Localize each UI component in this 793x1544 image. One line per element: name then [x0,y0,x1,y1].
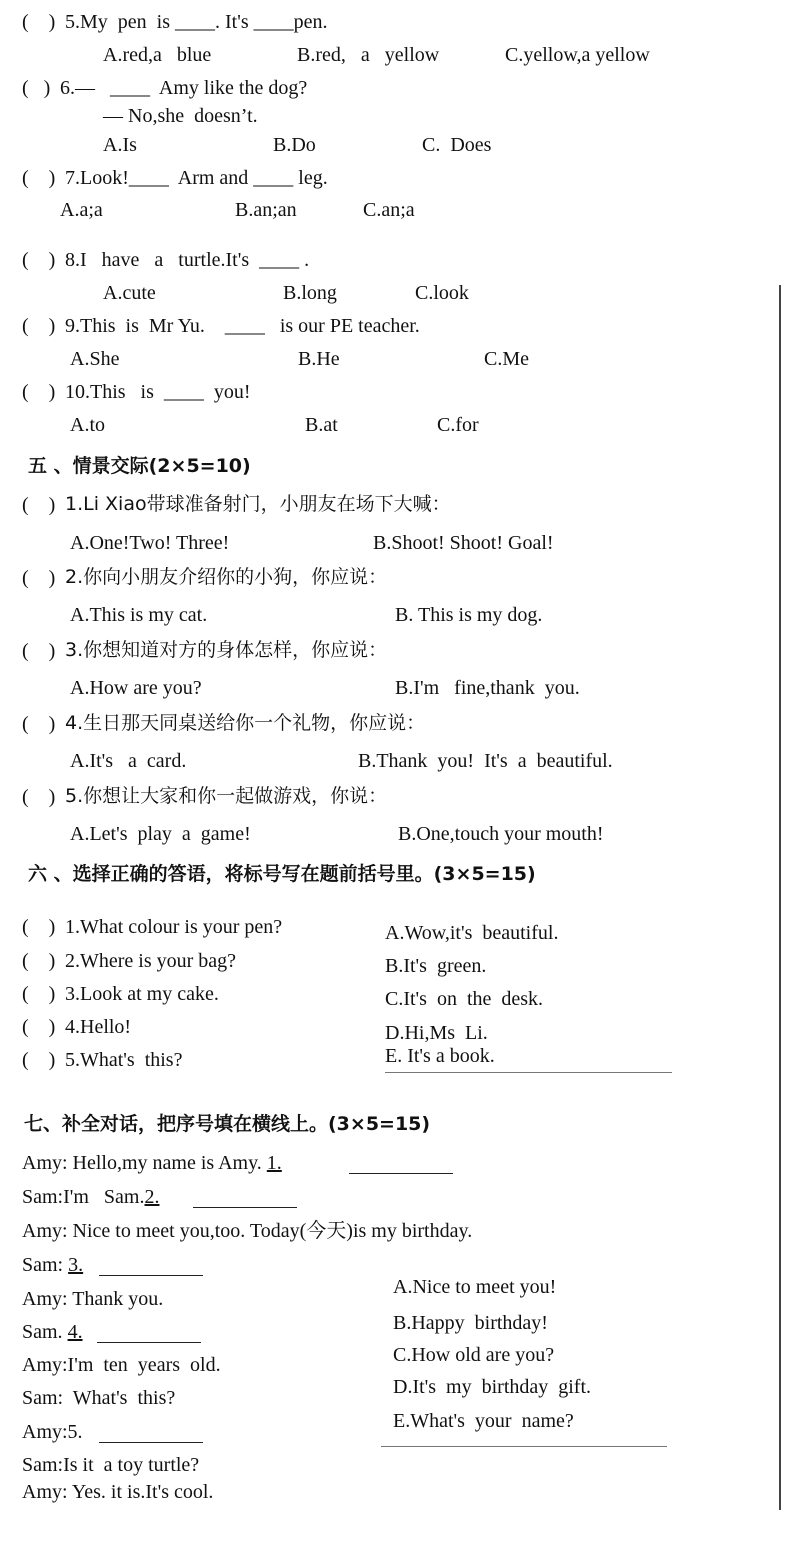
q10-option-b: B.at [305,414,338,436]
p5-q4-paren[interactable]: ( ) [22,713,56,735]
p7-options-divider [381,1446,667,1447]
page-margin-line [779,285,781,1510]
p6-answer-e: E. It's a book. [385,1045,495,1067]
p6-answer-b: B.It's green. [385,955,487,977]
dialogue-line-2 [22,1187,160,1207]
blank-2[interactable] [193,1207,297,1208]
blank-5[interactable] [99,1442,203,1443]
p5-q5-question: 5.你想让大家和你一起做游戏，你说： [65,785,388,807]
q6-option-a: A.Is [103,134,137,156]
q9-question: 9.This is Mr Yu. ____ is our PE teacher. [65,315,420,337]
p5-q3-option-a: A.How are you? [70,677,202,699]
p5-q4-option-b: B.Thank you! It's a beautiful. [358,750,613,772]
dialogue-line-6 [22,1322,83,1342]
p6-q5-question: 5.What's this? [65,1049,183,1071]
blank-3[interactable] [99,1275,203,1276]
dialogue-line-6-text: Sam. [22,1321,68,1343]
dialogue-line-11: Amy: Yes. it is.It's cool. [22,1481,214,1503]
q9-option-c: C.Me [484,348,529,370]
dialogue-line-9: Amy:5. [22,1421,83,1443]
q7-paren[interactable]: ( ) [22,167,56,189]
dialogue-line-1 [22,1153,282,1173]
p7-option-d: D.It's my birthday gift. [393,1376,592,1398]
p5-q5-option-b: B.One,touch your mouth! [398,823,604,845]
blank-3-label: 3. [68,1254,84,1276]
q6-reply: — No,she doesn’t. [103,105,258,127]
q6-option-b: B.Do [273,134,316,156]
dialogue-line-10: Sam:Is it a toy turtle? [22,1454,200,1476]
dialogue-line-2-text: Sam:I'm Sam. [22,1186,145,1208]
p6-answer-a: A.Wow,it's beautiful. [385,922,559,944]
p6-q4-question: 4.Hello! [65,1016,132,1038]
q9-paren[interactable]: ( ) [22,315,56,337]
blank-1-label: 1. [266,1152,282,1174]
q10-question: 10.This is ____ you! [65,381,251,403]
q6-option-c: C. Does [422,134,492,156]
p6-q3-question: 3.Look at my cake. [65,983,219,1005]
p5-q2-paren[interactable]: ( ) [22,567,56,589]
p6-q1-paren[interactable]: ( ) [22,916,56,938]
dialogue-line-1-text: Amy: Hello,my name is Amy. [22,1152,267,1174]
p5-q2-option-a: A.This is my cat. [70,604,208,626]
p6-q5-paren[interactable]: ( ) [22,1049,56,1071]
p6-answer-d: D.Hi,Ms Li. [385,1022,488,1044]
p7-option-a: A.Nice to meet you! [393,1276,557,1298]
p6-q2-paren[interactable]: ( ) [22,950,56,972]
p6-answer-c: C.It's on the desk. [385,988,544,1010]
p6-q3-paren[interactable]: ( ) [22,983,56,1005]
dialogue-line-4-text: Sam: [22,1254,69,1276]
p6-q2-question: 2.Where is your bag? [65,950,237,972]
q8-paren[interactable]: ( ) [22,249,56,271]
p5-q4-question: 4.生日那天同桌送给你一个礼物，你应说： [65,712,426,734]
dialogue-line-4 [22,1255,83,1275]
q5-option-b: B.red, a yellow [297,44,440,66]
p7-option-e: E.What's your name? [393,1410,574,1432]
dialogue-line-3: Amy: Nice to meet you,too. Today(今天)is my birthday. [22,1220,473,1242]
dialogue-line-5: Amy: Thank you. [22,1288,164,1310]
p5-q2-question: 2.你向小朋友介绍你的小狗，你应说： [65,566,388,588]
q8-option-a: A.cute [103,282,156,304]
p5-q3-question: 3.你想知道对方的身体怎样，你应说： [65,639,388,661]
blank-1[interactable] [349,1173,453,1174]
p5-q1-question: 1.Li Xiao带球准备射门，小朋友在场下大喊： [65,493,451,515]
q8-option-c: C.look [415,282,469,304]
q5-option-a: A.red,a blue [103,44,212,66]
blank-4[interactable] [97,1342,201,1343]
blank-4-label: 4. [67,1321,83,1343]
dialogue-line-7: Amy:I'm ten years old. [22,1354,221,1376]
p5-q1-option-b: B.Shoot! Shoot! Goal! [373,532,554,554]
q7-option-b: B.an;an [235,199,297,221]
dialogue-line-8: Sam: What's this? [22,1387,176,1409]
q7-option-c: C.an;a [363,199,415,221]
q8-option-b: B.long [283,282,337,304]
p5-q3-option-b: B.I'm fine,thank you. [395,677,580,699]
p5-q1-option-a: A.One!Two! Three! [70,532,230,554]
q8-question: 8.I have a turtle.It's ____ . [65,249,310,271]
p6-q4-paren[interactable]: ( ) [22,1016,56,1038]
p7-option-c: C.How old are you? [393,1344,555,1366]
p7-option-b: B.Happy birthday! [393,1312,548,1334]
p5-q5-paren[interactable]: ( ) [22,786,56,808]
blank-2-label: 2. [144,1186,160,1208]
section-7-title: 七、补全对话，把序号填在横线上。(3×5=15) [24,1113,431,1135]
q5-paren[interactable]: ( ) [22,11,56,33]
p5-q4-option-a: A.It's a card. [70,750,187,772]
p6-answers-divider [385,1072,672,1073]
q6-question: 6.— ____ Amy like the dog? [60,77,308,99]
p5-q5-option-a: A.Let's play a game! [70,823,251,845]
q5-option-c: C.yellow,a yellow [505,44,650,66]
q10-option-c: C.for [437,414,479,436]
q5-question: 5.My pen is ____. It's ____pen. [65,11,328,33]
q10-option-a: A.to [70,414,105,436]
p5-q2-option-b: B. This is my dog. [395,604,543,626]
p6-q1-question: 1.What colour is your pen? [65,916,283,938]
section-6-title: 六 、选择正确的答语，将标号写在题前括号里。(3×5=15) [28,863,536,885]
q9-option-a: A.She [70,348,120,370]
section-5-title: 五 、情景交际(2×5=10) [28,455,251,477]
q10-paren[interactable]: ( ) [22,381,56,403]
q6-paren[interactable]: ( ) [22,77,51,99]
p5-q1-paren[interactable]: ( ) [22,494,56,516]
q7-question: 7.Look!____ Arm and ____ leg. [65,167,328,189]
q9-option-b: B.He [298,348,340,370]
p5-q3-paren[interactable]: ( ) [22,640,56,662]
q7-option-a: A.a;a [60,199,103,221]
